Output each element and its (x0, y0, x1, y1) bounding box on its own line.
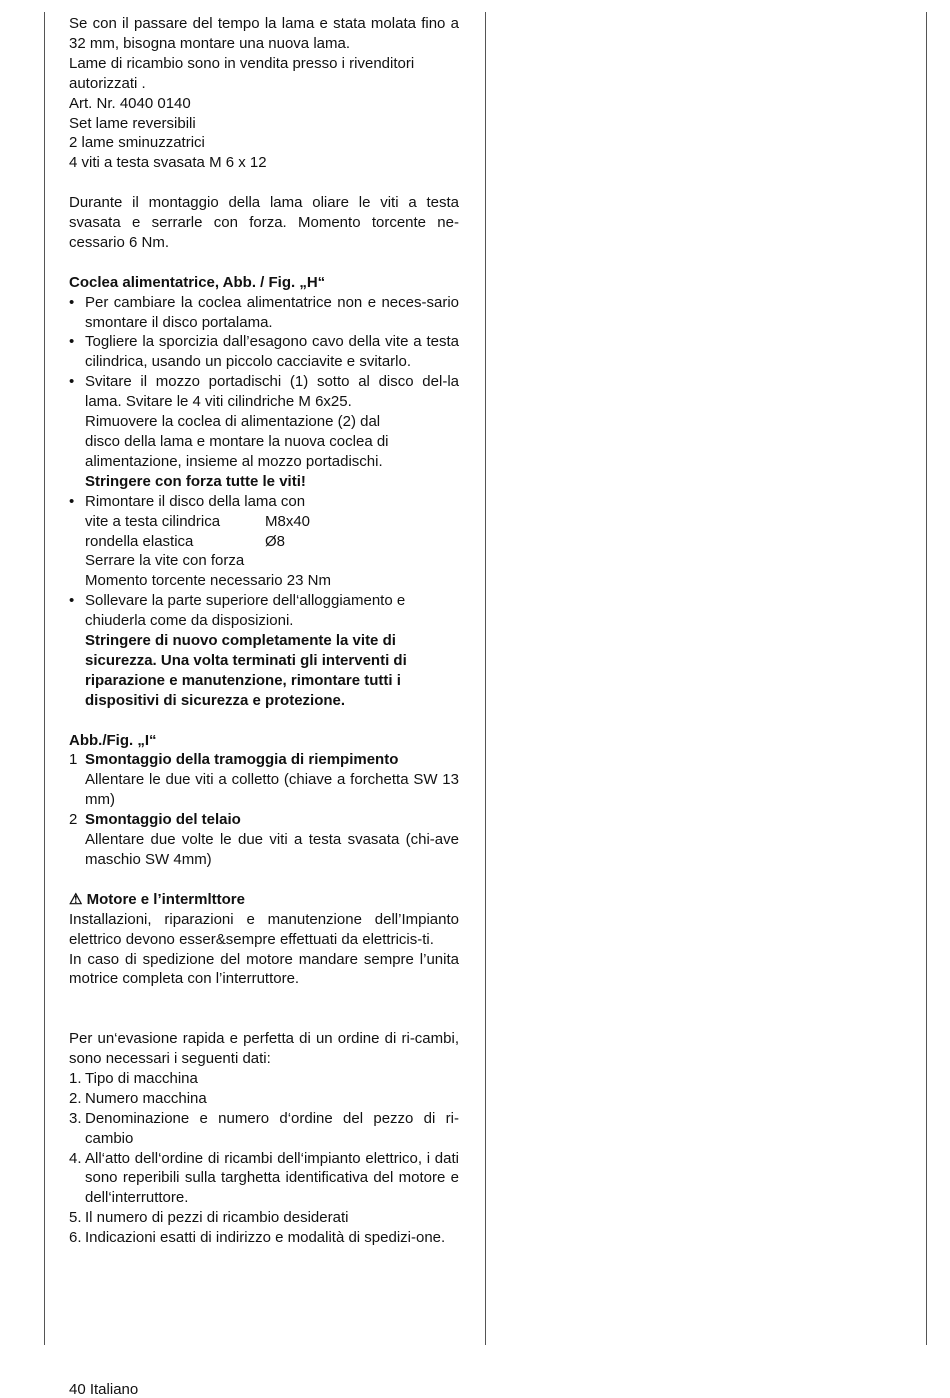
list-item: 6. Indicazioni esatti di indirizzo e modalità di spedizi-one. (69, 1229, 446, 1247)
page-footer: 40 Italiano (69, 1381, 139, 1398)
list-item: 1 Smontaggio della tramoggia di riempimento Allentare le due viti a colletto (chiave a forchetta SW 13 mm) (69, 751, 459, 809)
motor-text: Installazioni, riparazioni e manutenzione dell’Impianto elettrico devono esser&sempre effettuati da elettricis-ti. (69, 910, 459, 948)
list-item: 5. Il numero di pezzi di ricambio desiderati (69, 1209, 349, 1227)
intro-line: 4 viti a testa svasata M 6 x 12 (69, 154, 267, 172)
column-rule-left (44, 12, 45, 1345)
list-item: • Svitare il mozzo portadischi (1) sotto al disco del-la lama. Svitare le 4 viti cilindriche M 6x25. Rimuovere la coclea di alimentazione (2) dal disco della lama e montare la nuova coclea di alimentazione, insieme al mozzo portadischi. Stringere con forza tutte le viti! (69, 373, 459, 490)
bullet-mark: • (69, 492, 75, 510)
bold-instruction: Stringere con forza tutte le viti! (85, 472, 306, 490)
list-item: 4. All‘atto dell‘ordine di ricambi dell‘impianto elettrico, i dati sono reperibili sulla targhetta identificativa del motore e dell‘interruttore. (69, 1149, 459, 1207)
intro-line: Set lame reversibili (69, 114, 196, 132)
warning-icon: ⚠ (69, 890, 83, 908)
intro-line: 2 lame sminuzzatrici (69, 134, 205, 152)
column-rule-middle (485, 12, 486, 1345)
intro-line: Se con il passare del tempo la lama e stata molata fino a 32 mm, bisogna montare una nuova lama. (69, 15, 459, 52)
order-intro: Per un‘evasione rapida e perfetta di un ordine di ri-cambi, sono necessari i seguenti dati: (69, 1030, 459, 1068)
section-h-title: Coclea alimentatrice, Abb. / Fig. „H“ (69, 273, 326, 291)
list-item: 3. Denominazione e numero d‘ordine del pezzo di ri-cambio (69, 1109, 459, 1147)
mounting-note: Durante il montaggio della lama oliare le viti a testa svasata e serrarle con forza. Momento torcente ne-cessario 6 Nm. (69, 194, 459, 251)
motor-text: In caso di spedizione del motore mandare sempre l’unita motrice completa con l’interruttore. (69, 950, 459, 988)
intro-line: Lame di ricambio sono in vendita presso i rivenditori autorizzati . (69, 54, 415, 92)
list-item: • Togliere la sporcizia dall’esagono cavo della vite a testa cilindrica, usando un piccolo cacciavite e svitarlo. (69, 333, 459, 371)
bullet-mark: • (69, 293, 75, 311)
bullet-mark: • (69, 592, 75, 610)
motor-title: ⚠ Motore e l’intermlttore (69, 890, 245, 908)
bullet-mark: • (69, 373, 75, 391)
intro-line: Art. Nr. 4040 0140 (69, 94, 191, 112)
section-i-title: Abb./Fig. „I“ (69, 731, 157, 749)
text-column (69, 14, 459, 1248)
column-rule-right (926, 12, 927, 1345)
bullet-mark: • (69, 333, 75, 351)
bold-instruction: Stringere di nuovo completamente la vite di sicurezza. Una volta terminati gli interventi di riparazione e manutenzione, rimontare tutti i dispositivi di sicurezza e protezione. (85, 632, 407, 709)
list-item: • Sollevare la parte superiore dell‘alloggiamento e chiuderla come da disposizioni. Stringere di nuovo completamente la vite di sicurezza. Una volta terminati gli interventi di riparazione e manutenzione, rimontare tutti i dispositivi di sicurezza e protezione. (69, 591, 459, 710)
list-item: • Per cambiare la coclea alimentatrice non e neces-sario smontare il disco portalama. (69, 293, 459, 331)
list-item: 1. Tipo di macchina (69, 1069, 198, 1087)
list-item: 2. Numero macchina (69, 1089, 207, 1107)
list-item: 2 Smontaggio del telaio Allentare due volte le due viti a testa svasata (chi-ave maschio SW 4mm) (69, 811, 459, 869)
list-item: • Rimontare il disco della lama con vite a testa cilindrica M8x40 rondella elastica Ø8 Serrare la vite con forza Momento torcente necessario 23 Nm (69, 492, 331, 590)
